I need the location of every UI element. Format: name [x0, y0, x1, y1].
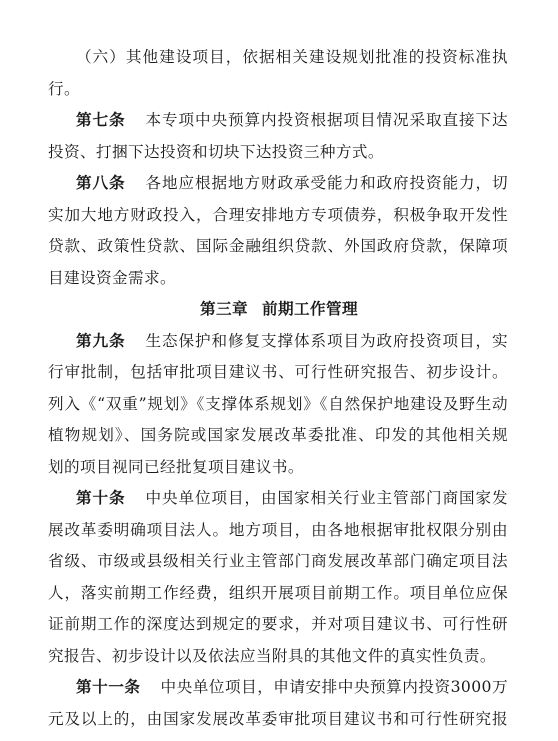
article10-line4: 人，落实前期工作经费，组织开展项目前期工作。项目单位应保 [48, 584, 508, 602]
chapter-title: 前期工作管理 [262, 299, 358, 318]
article9-label: 第九条 [76, 331, 126, 350]
article9-line4: 植物规划》、国务院或国家发展改革委批准、印发的其他相关规 [48, 426, 508, 444]
article7-text: 本专项中央预算内投资根据项目情况采取直接下达 [145, 111, 508, 129]
article10-line3: 省级、市级或县级相关行业主管部门商发展改革部门确定项目法 [48, 552, 508, 570]
chapter-heading [0, 294, 558, 324]
article11-line2: 元及以上的，由国家发展改革委审批项目建议书和可行性研究报 [48, 710, 508, 728]
article10-text: 中央单位项目，由国家相关行业主管部门商国家发 [145, 489, 508, 507]
article11-line1 [76, 672, 508, 702]
article9-text: 生态保护和修复支撑体系项目为政府投资项目，实 [145, 332, 508, 350]
article7-label: 第七条 [76, 110, 126, 129]
article11-text: 中央单位项目，申请安排中央预算内投资3000万 [160, 678, 508, 696]
article8-line4: 目建设资金需求。 [48, 269, 176, 287]
article9-line3: 列入《“双重”规划》《支撑体系规划》《自然保护地建设及野生动 [48, 395, 508, 413]
article10-line1 [76, 483, 508, 513]
article11-label: 第十一条 [76, 677, 141, 696]
article10-label: 第十条 [76, 488, 126, 507]
article7-line2: 投资、打捆下达投资和切块下达投资三种方式。 [48, 143, 384, 161]
chapter-number: 第三章 [200, 299, 248, 318]
article8-line1 [76, 168, 508, 198]
article10-line6: 究报告、初步设计以及依法应当附具的其他文件的真实性负责。 [48, 647, 496, 665]
article8-label: 第八条 [76, 173, 126, 192]
para6-line1: （六）其他建设项目，依据相关建设规划批准的投资标准执 [76, 48, 508, 66]
article8-line2: 实加大地方财政投入，合理安排地方专项债券，积极争取开发性 [48, 206, 508, 224]
article9-line5: 划的项目视同已经批复项目建议书。 [48, 458, 304, 476]
article10-line2: 展改革委明确项目法人。地方项目，由各地根据审批权限分别由 [48, 521, 508, 539]
para6-line2: 行。 [48, 80, 80, 98]
article10-line5: 证前期工作的深度达到规定的要求，并对项目建议书、可行性研 [48, 615, 508, 633]
article7-line1 [76, 105, 508, 135]
article9-line1 [76, 326, 508, 356]
article9-line2: 行审批制，包括审批项目建议书、可行性研究报告、初步设计。 [48, 363, 508, 381]
article8-line3: 贷款、政策性贷款、国际金融组织贷款、外国政府贷款，保障项 [48, 237, 508, 255]
article8-text: 各地应根据地方财政承受能力和政府投资能力，切 [145, 174, 508, 192]
